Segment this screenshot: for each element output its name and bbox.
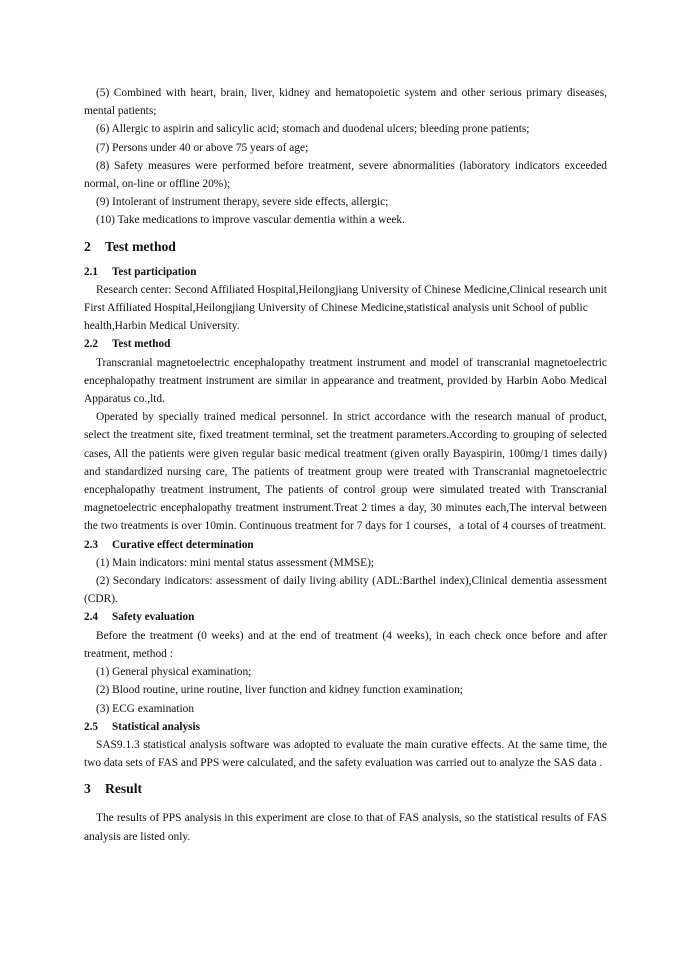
subsection-number: 2.2 xyxy=(84,338,98,351)
subsection-heading-statistical-analysis xyxy=(84,718,607,736)
subsection-title: Statistical analysis xyxy=(112,720,200,733)
section-heading-result xyxy=(84,779,607,799)
subsection-heading-test-participation xyxy=(84,263,607,281)
subsection-number: 2.3 xyxy=(84,538,98,551)
section-number: 3 xyxy=(84,781,91,797)
statistical-analysis-text: SAS9.1.3 statistical analysis software was adopted to evaluate the main curative effects. At the same time, the two data sets of FAS and PPS were calculated, and the safety evaluation was carried out to analyze the SAS data . xyxy=(84,738,607,770)
subsection-title: Test participation xyxy=(112,265,197,278)
subsection-title: Safety evaluation xyxy=(112,611,195,624)
exclusion-item-5: (5) Combined with heart, brain, liver, kidney and hematopoietic system and other serious primary diseases, mental patients; xyxy=(84,87,607,118)
curative-item-2: (2) Secondary indicators: assessment of daily living ability (ADL:Barthel index),Clinical dementia assessment (CDR). xyxy=(84,575,607,606)
curative-item-1: (1) Main indicators: mini mental status assessment (MMSE); xyxy=(96,556,375,569)
subsection-title: Curative effect determination xyxy=(112,538,254,551)
test-method-paragraph-2: Operated by specially trained medical personnel. In strict accordance with the research manual of product, select the treatment site, fixed treatment terminal, set the treatment parameters.According to grouping of selected cases, All the patients were given regular basic medical treatment (given orally Bayaspirin, 100mg/1 times daily) and standardized nursing care, The patients of treatment group were treated with Transcranial magnetoelectric encephalopathy treatment instrument, The patients of control group were simulated treated with Transcranial magnetoelectric encephalopathy treatment instrument.Treat 2 times a day, 30 minutes each,The interval between the two treatments is over 10min. Continuous treatment for 7 days for 1 courses，a total of 4 courses of treatment. xyxy=(84,411,607,533)
subsection-number: 2.4 xyxy=(84,611,98,624)
section-title: Result xyxy=(105,781,143,797)
subsection-number: 2.5 xyxy=(84,720,98,733)
exclusion-item-9: (9) Intolerant of instrument therapy, severe side effects, allergic; xyxy=(96,196,389,209)
subsection-heading-curative-effect xyxy=(84,536,607,554)
exclusion-item-7: (7) Persons under 40 or above 75 years of age; xyxy=(96,141,309,154)
subsection-title: Test method xyxy=(112,338,171,351)
document-body xyxy=(84,84,607,846)
section-title: Test method xyxy=(105,238,176,254)
safety-item-2: (2) Blood routine, urine routine, liver function and kidney function examination; xyxy=(96,684,463,697)
section-number: 2 xyxy=(84,238,91,254)
section-heading-test-method xyxy=(84,237,607,257)
exclusion-item-6: (6) Allergic to aspirin and salicylic acid; stomach and duodenal ulcers; bleeding prone patients; xyxy=(96,123,530,136)
test-participation-text: Research center: Second Affiliated Hospital,Heilongjiang University of Chinese Medicine,Clinical research unit First Affiliated Hospital,Heilongjiang University of Chinese Medicine,statistical analysis unit School of public health,Harbin Medical University. xyxy=(84,283,607,333)
exclusion-item-10: (10) Take medications to improve vascular dementia within a week. xyxy=(96,214,405,227)
test-method-paragraph-1: Transcranial magnetoelectric encephalopathy treatment instrument and model of transcranial magnetoelectric encephalopathy treatment instrument are similar in appearance and treatment, provided by Harbin Aobo Medical Apparatus co.,ltd. xyxy=(84,356,607,406)
result-text: The results of PPS analysis in this experiment are close to that of FAS analysis, so the statistical results of FAS analysis are listed only. xyxy=(84,812,607,843)
exclusion-item-8: (8) Safety measures were performed before treatment, severe abnormalities (laboratory indicators exceeded normal, on-line or offline 20%); xyxy=(84,159,607,191)
safety-item-3: (3) ECG examination xyxy=(96,702,195,715)
safety-intro: Before the treatment (0 weeks) and at the end of treatment (4 weeks), in each check once before and after treatment, method : xyxy=(84,629,607,660)
safety-item-1: (1) General physical examination; xyxy=(96,666,252,679)
subsection-heading-safety-evaluation xyxy=(84,608,607,626)
subsection-number: 2.1 xyxy=(84,265,98,278)
subsection-heading-test-method xyxy=(84,335,607,353)
